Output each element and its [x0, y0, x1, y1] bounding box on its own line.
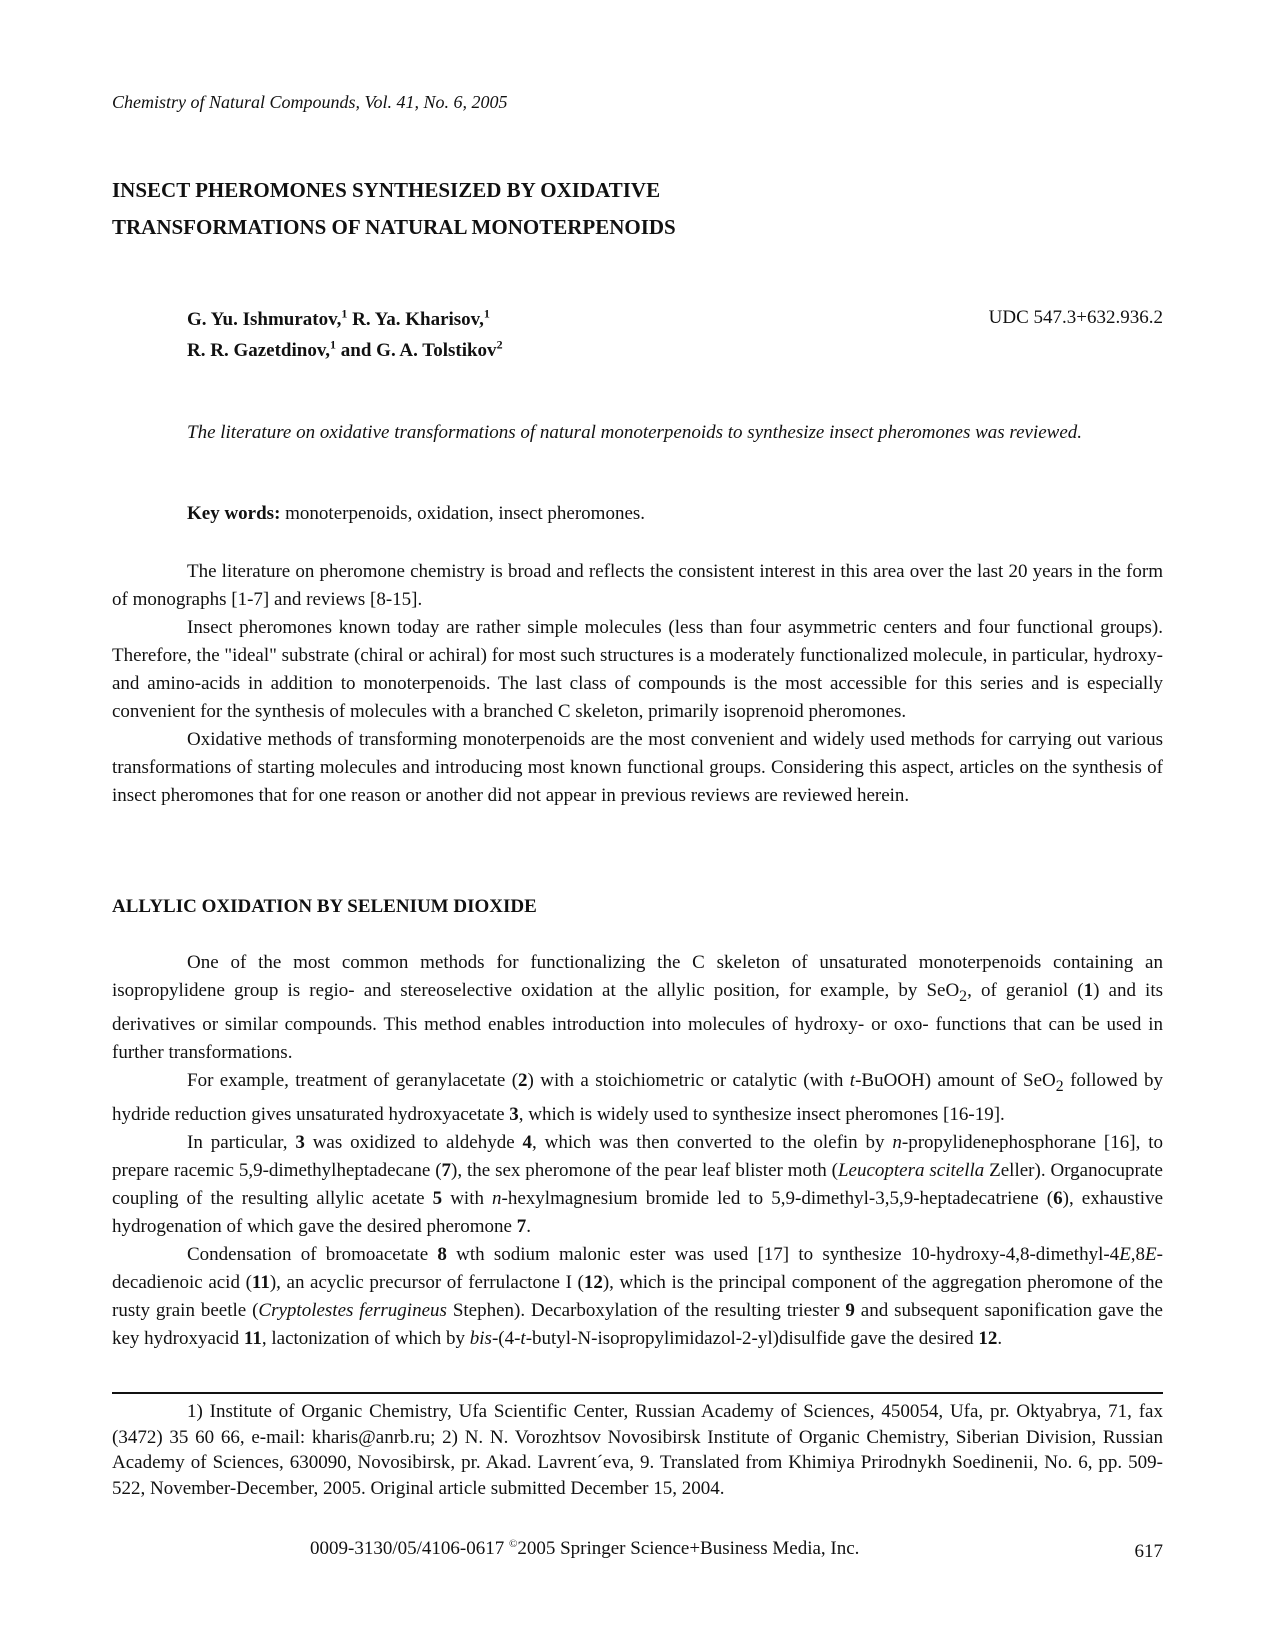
compound-number: 2: [518, 1069, 528, 1091]
italic-prefix: bis: [469, 1327, 492, 1349]
section-paragraph-4: [112, 1241, 1163, 1353]
italic-prefix: t: [849, 1069, 856, 1091]
text-run: ), the sex pheromone of the pear leaf blister moth (: [451, 1159, 838, 1181]
introduction: [112, 558, 1163, 810]
article-title: [112, 172, 1162, 246]
journal-header: Chemistry of Natural Compounds, Vol. 41, No. 6, 2005: [112, 92, 508, 112]
publisher: 2005 Springer Science+Business Media, Inc.: [517, 1538, 860, 1559]
compound-number: 9: [845, 1299, 855, 1321]
text-run: -BuOOH) amount of SeO: [855, 1069, 1056, 1091]
compound-number: 3: [295, 1131, 305, 1153]
text-run: , of geraniol (: [967, 980, 1084, 1001]
text-run: -propylidenephosphorane [16], to prepare racemic 5,9-dimethylheptadecane (: [112, 1131, 1163, 1181]
author-name: G. Yu. Ishmuratov,: [187, 309, 342, 330]
affiliation-marker: 1: [341, 306, 348, 321]
intro-paragraph-2: Insect pheromones known today are rather simple molecules (less than four asymmetric centers and four functional groups). Therefore, the "ideal" substrate (chiral or achiral) for most such structures is a moderately functionalized molecule, in particular, hydroxy- and amino-acids in addition to monoterpenoids. The last class of compounds is the most accessible for this series and is especially convenient for the synthesis of molecules with a branched C skeleton, primarily isoprenoid pheromones.: [112, 617, 1163, 722]
section-body: [112, 949, 1163, 1353]
compound-number: 1: [1083, 980, 1094, 1001]
author-line-1: [187, 304, 503, 335]
text-run: was oxidized to aldehyde: [304, 1131, 523, 1153]
text-run: For example, treatment of geranylacetate (: [187, 1069, 519, 1091]
text-run: ) and its derivatives or similar compounds. This method enables introduction into molecules of hydroxy- or oxo- functions that can be used in further transformations.: [112, 980, 1164, 1063]
compound-number: 12: [978, 1327, 998, 1349]
subscript: 2: [959, 987, 968, 1005]
compound-number: 11: [251, 1271, 270, 1293]
stereo-descriptor: E: [1119, 1243, 1131, 1265]
text-run: wth sodium malonic ester was used [17] to synthesize 10-hydroxy-4,8-dimethyl-4: [446, 1243, 1120, 1265]
compound-number: 5: [432, 1187, 443, 1209]
keywords: [187, 503, 645, 525]
text-run: ), an acyclic precursor of ferrulactone I (: [269, 1271, 584, 1293]
title-line-1: INSECT PHEROMONES SYNTHESIZED BY OXIDATIVE: [112, 178, 661, 202]
species-name: Cryptolestes ferrugineus: [258, 1299, 447, 1321]
text-run: ,8: [1130, 1243, 1146, 1265]
section-paragraph-3: [112, 1129, 1163, 1241]
author-name: R. R. Gazetdinov,: [187, 340, 331, 361]
author-name: and G. A. Tolstikov: [336, 340, 497, 361]
compound-number: 7: [441, 1159, 452, 1181]
text-run: , lactonization of which by: [261, 1327, 470, 1349]
text-run: with: [442, 1187, 493, 1209]
species-name: Leucoptera scitella: [837, 1159, 985, 1181]
issn-code: 0009-3130/05/4106-0617: [310, 1538, 509, 1559]
affiliation-marker: 1: [483, 306, 490, 321]
intro-paragraph-3: Oxidative methods of transforming monoterpenoids are the most convenient and widely used methods for carrying out various transformations of starting molecules and introducing most known functional groups. Considering this aspect, articles on the synthesis of insect pheromones that for one reason or another did not appear in previous reviews are reviewed herein.: [112, 729, 1163, 806]
affiliation-marker: 1: [330, 337, 337, 352]
udc-code: UDC 547.3+632.936.2: [988, 307, 1163, 328]
page-number: 617: [1134, 1541, 1163, 1562]
compound-number: 7: [516, 1215, 527, 1237]
text-run: Stephen). Decarboxylation of the resulting triester: [446, 1299, 846, 1321]
author-list: [187, 304, 503, 366]
compound-number: 6: [1053, 1187, 1063, 1209]
compound-number: 3: [509, 1103, 519, 1125]
affiliation-marker: 2: [496, 337, 503, 352]
title-line-2: TRANSFORMATIONS OF NATURAL MONOTERPENOIDS: [112, 215, 676, 239]
subscript: 2: [1055, 1077, 1064, 1095]
text-run: -(4-: [491, 1327, 521, 1349]
text-run: Zeller). Organocuprate coupling of the resulting allylic acetate: [112, 1159, 1163, 1209]
text-run: and subsequent saponification gave the key hydroxyacid: [112, 1299, 1163, 1349]
text-run: Condensation of bromoacetate: [187, 1243, 438, 1265]
italic-prefix: t: [520, 1327, 526, 1349]
abstract: The literature on oxidative transformations of natural monoterpenoids to synthesize insect pheromones was reviewed.: [187, 422, 1083, 443]
issn-copyright-line: [310, 1538, 859, 1560]
copyright-symbol: ©: [508, 1538, 518, 1550]
footnote-divider: [112, 1392, 1163, 1394]
section-paragraph-1: [112, 949, 1163, 1067]
affiliation-footnote: 1) Institute of Organic Chemistry, Ufa Scientific Center, Russian Academy of Sciences, 450054, Ufa, pr. Oktyabrya, 71, fax (3472) 35 60 66, e-mail: kharis@anrb.ru; 2) N. N. Vorozhtsov Novosibirsk Institute of Organic Chemistry, Siberian Division, Russian Academy of Sciences, 630090, Novosibirsk, pr. Akad. Lavrent´eva, 9. Translated from Khimiya Prirodnykh Soedinenii, No. 6, pp. 509-522, November-December, 2005. Original article submitted December 15, 2004.: [112, 1401, 1163, 1499]
keywords-label: Key words:: [187, 503, 281, 524]
text-run: ), which is the principal component of the aggregation pheromone of the rusty grain beetle (: [112, 1271, 1163, 1321]
keywords-text: monoterpenoids, oxidation, insect pheromones.: [280, 503, 646, 524]
stereo-descriptor: E: [1145, 1243, 1157, 1265]
text-run: -hexylmagnesium bromide led to 5,9-dimethyl-3,5,9-heptadecatriene (: [501, 1187, 1054, 1209]
text-run: In particular,: [187, 1131, 296, 1153]
text-run: , which was then converted to the olefin by: [531, 1131, 893, 1153]
compound-number: 11: [243, 1327, 262, 1349]
section-paragraph-2: [112, 1067, 1163, 1129]
text-run: .: [997, 1327, 1003, 1349]
compound-number: 8: [437, 1243, 447, 1265]
text-run: followed by hydride reduction gives unsaturated hydroxyacetate: [112, 1069, 1164, 1125]
italic-prefix: n: [892, 1131, 902, 1153]
text-run: ), exhaustive hydrogenation of which gave the desired pheromone: [112, 1187, 1164, 1237]
text-run: -butyl-N-isopropylimidazol-2-yl)disulfide gave the desired: [525, 1327, 979, 1349]
text-run: , which is widely used to synthesize insect pheromones [16-19].: [518, 1103, 1005, 1125]
compound-number: 12: [583, 1271, 603, 1293]
text-run: One of the most common methods for functionalizing the C skeleton of unsaturated monoterpenoids containing an isopropylidene group is regio- and stereoselective oxidation at the allylic position, for example, by SeO: [112, 952, 1163, 1001]
italic-prefix: n: [492, 1187, 502, 1209]
compound-number: 4: [522, 1131, 532, 1153]
section-heading: ALLYLIC OXIDATION BY SELENIUM DIOXIDE: [112, 896, 537, 917]
text-run: -decadienoic acid (: [112, 1243, 1163, 1293]
author-name: R. Ya. Kharisov,: [347, 309, 484, 330]
intro-paragraph-1: The literature on pheromone chemistry is broad and reflects the consistent interest in this area over the last 20 years in the form of monographs [1-7] and reviews [8-15].: [112, 561, 1163, 610]
author-line-2: [187, 335, 503, 366]
text-run: ) with a stoichiometric or catalytic (with: [527, 1069, 850, 1091]
text-run: .: [526, 1215, 531, 1237]
